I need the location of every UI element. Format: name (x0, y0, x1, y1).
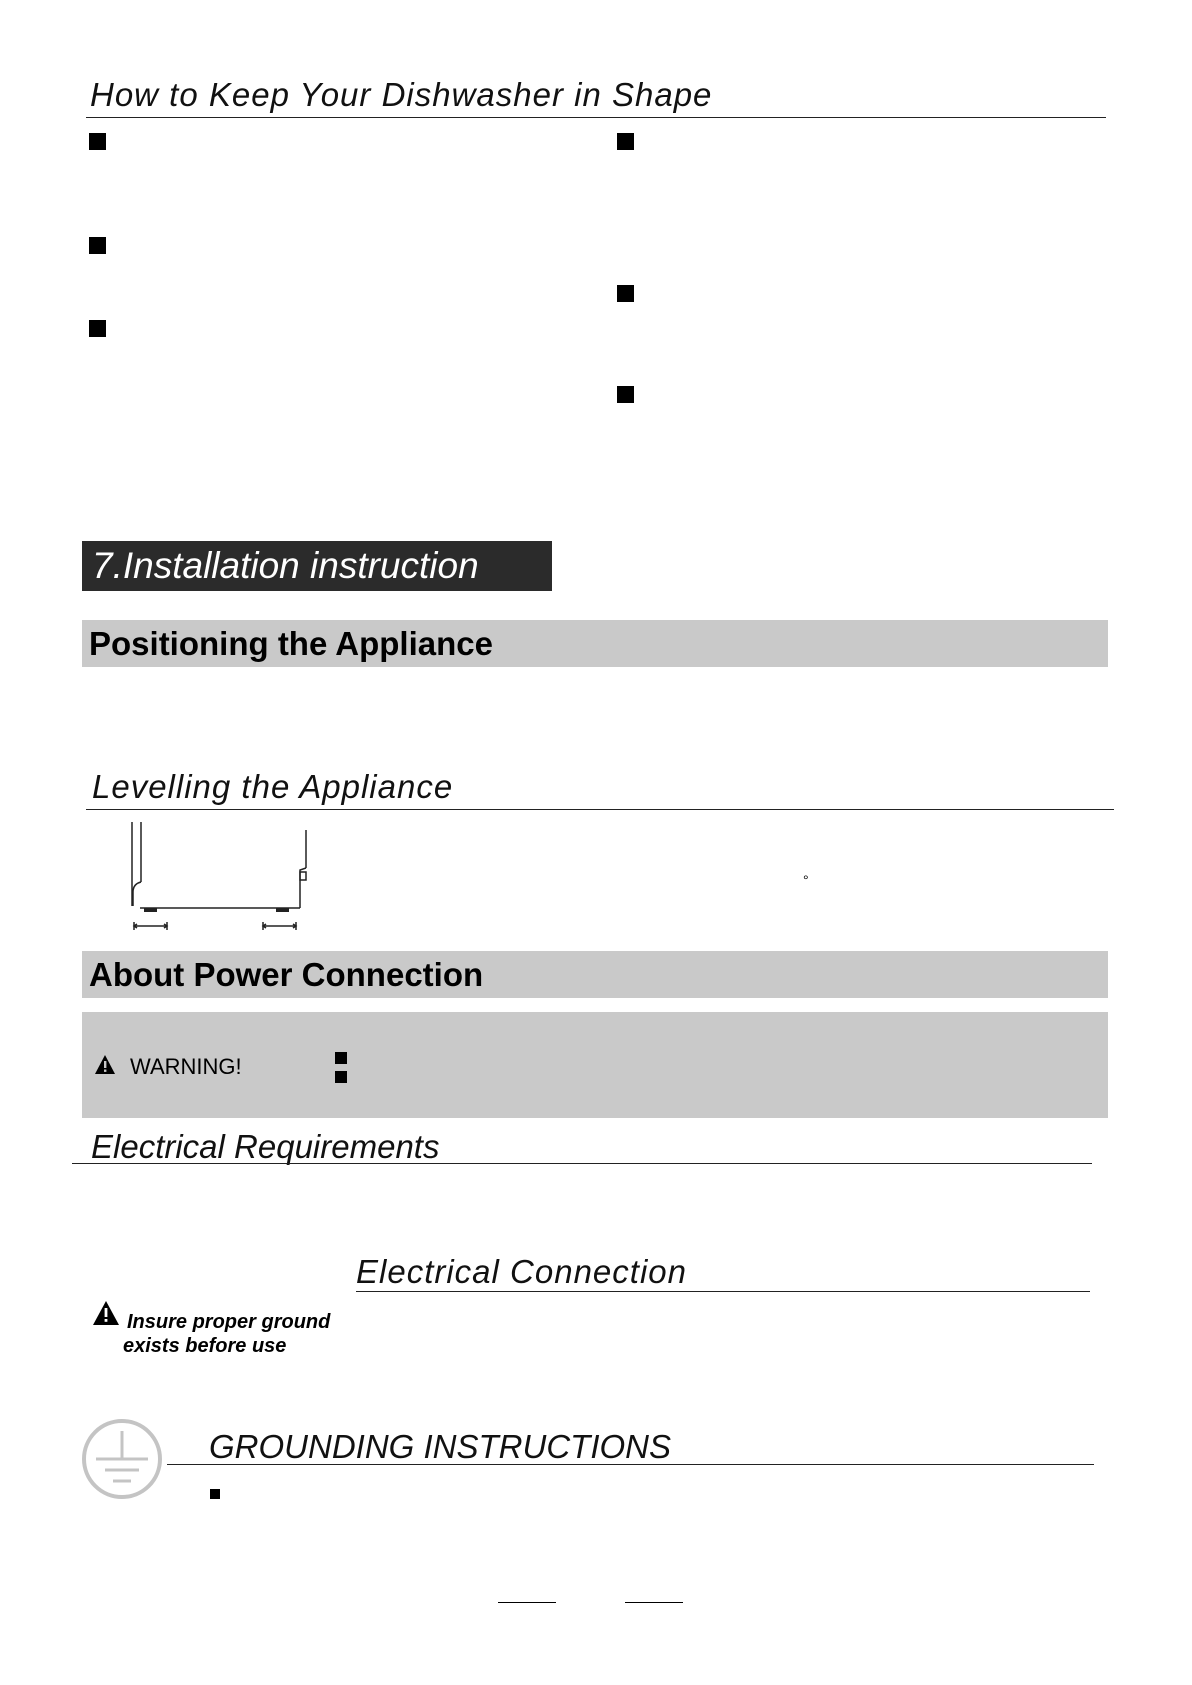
ground-symbol-icon (80, 1417, 164, 1501)
grounding-rule (167, 1464, 1094, 1465)
levelling-rule (86, 809, 1114, 810)
square-bullet-icon (335, 1052, 347, 1064)
levelling-degree-mark: ° (803, 872, 809, 888)
square-bullet-icon (89, 133, 106, 150)
chapter-title-box (82, 541, 552, 591)
warning-label: WARNING! (130, 1054, 242, 1079)
square-bullet-icon (335, 1071, 347, 1083)
ground-note-line2: exists before use (123, 1335, 287, 1357)
square-bullet-icon (210, 1489, 220, 1499)
footer-line-right (625, 1602, 683, 1603)
levelling-diagram (120, 818, 320, 936)
levelling-heading: Levelling the Appliance (92, 768, 454, 805)
warning-triangle-icon (94, 1054, 116, 1076)
ground-note-line1: Insure proper ground (127, 1311, 331, 1333)
footer-line-left (498, 1602, 556, 1603)
positioning-title: Positioning the Appliance (89, 625, 493, 662)
electrical-connection-rule (356, 1291, 1090, 1292)
square-bullet-icon (89, 320, 106, 337)
electrical-connection-heading: Electrical Connection (356, 1253, 687, 1290)
grounding-heading: GROUNDING INSTRUCTIONS (209, 1428, 671, 1465)
chapter-title: 7.Installation instruction (92, 545, 479, 586)
keep-shape-heading: How to Keep Your Dishwasher in Shape (90, 76, 713, 113)
positioning-bar (82, 620, 1108, 667)
power-bar (82, 951, 1108, 998)
electrical-requirements-heading: Electrical Requirements (91, 1128, 440, 1165)
square-bullet-icon (89, 237, 106, 254)
square-bullet-icon (617, 133, 634, 150)
keep-shape-rule (86, 117, 1106, 118)
square-bullet-icon (617, 386, 634, 403)
warning-triangle-icon (92, 1300, 120, 1326)
square-bullet-icon (617, 285, 634, 302)
electrical-requirements-rule (72, 1163, 1092, 1164)
power-title: About Power Connection (89, 956, 484, 993)
